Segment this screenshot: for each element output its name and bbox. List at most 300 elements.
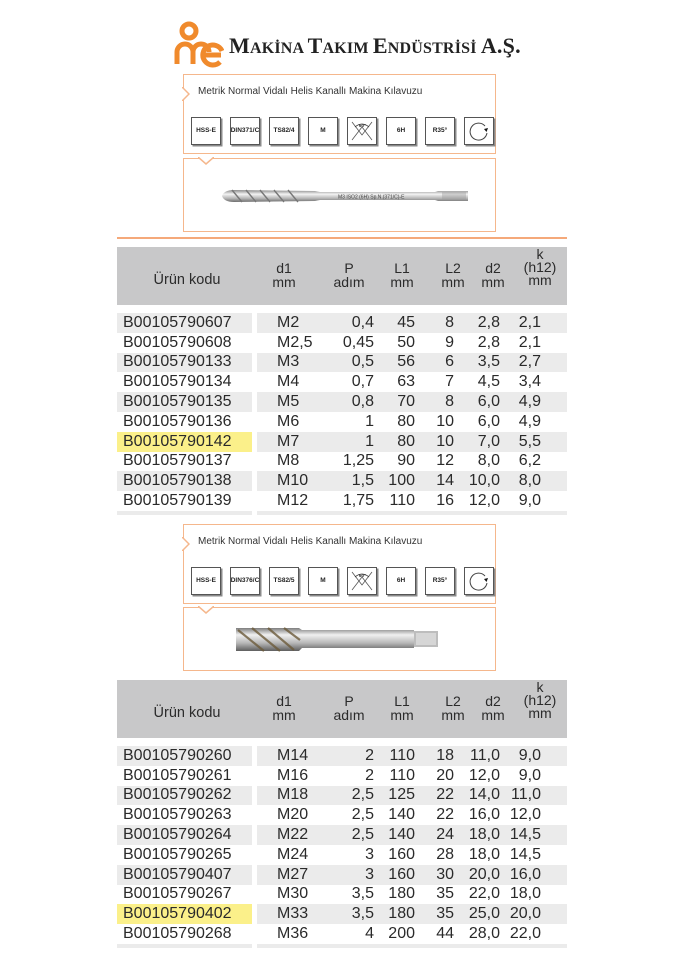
cell-p: 0,8 [351,393,374,411]
cell-l2: 8 [445,393,454,411]
column-header-line: k [536,246,544,262]
badge-label: R35° [432,577,448,585]
spec-cells [257,353,567,373]
cell-l2: 8 [445,313,454,331]
spec-cells [257,786,567,806]
product-code: B00105790139 [123,492,232,510]
product-info-box-2 [183,524,496,604]
right-hand-rotation-icon [464,117,494,145]
cell-l2: 12 [436,452,454,470]
cell-d2: 28,0 [468,925,500,943]
cell-p: 2,5 [351,826,374,844]
cell-k: 22,0 [509,925,541,943]
product-code-cell [117,313,252,333]
company-logo [172,20,224,68]
badge-label: R35° [432,127,448,135]
spec-badges [191,567,494,595]
product-code: B00105790260 [123,746,232,764]
cell-k: 18,0 [509,885,541,903]
spec-cells [257,333,567,353]
spec-cells [257,904,567,924]
cell-l1: 45 [397,313,415,331]
spec-badge-din-376c [230,567,260,595]
notch-icon [182,537,190,551]
column-header-line: adım [333,274,365,290]
column-header-line: mm [390,274,414,290]
table-footer-rule [117,511,567,515]
column-header-line: (h12) [523,692,557,708]
column-header-line: L1 [394,693,410,709]
column-header-p [325,261,373,289]
table-row [117,865,567,885]
cell-l2: 6 [445,353,454,371]
badge-label: HSS-E [196,127,216,135]
cell-d1: M36 [277,925,309,943]
cell-d2: 12,0 [468,766,500,784]
cell-d2: 2,8 [477,333,500,351]
badge-label: 82/5 [281,577,295,585]
cell-d1: M4 [277,373,300,391]
column-header-p [325,694,373,722]
cell-d2: 14,0 [468,786,500,804]
spec-badge-r35 [425,567,455,595]
table-row [117,924,567,944]
spec-badge-6h [386,567,416,595]
column-header-line: mm [272,274,296,290]
product-code: B00105790136 [123,412,232,430]
product-code-cell [117,412,252,432]
cell-d2: 6,0 [477,393,500,411]
cell-d1: M8 [277,452,300,470]
thread-angle-icon [347,117,377,145]
tap-tool-image [234,626,439,654]
badge-label: 6H [396,127,406,135]
cell-d1: M10 [277,472,309,490]
product-code-cell [117,805,252,825]
cell-l2: 22 [436,786,454,804]
column-header-line: k [536,679,544,695]
product-code-cell [117,372,252,392]
table-body [117,313,567,511]
logo-mark-icon [172,20,224,68]
table-row [117,392,567,412]
cell-d1: M6 [277,412,300,430]
product-code-cell [117,766,252,786]
cell-k: 2,7 [518,353,541,371]
cell-l2: 9 [445,333,454,351]
brand-text-part: AKIM [322,40,373,57]
cell-d1: M2,5 [277,333,313,351]
product-code-cell [117,471,252,491]
table-row [117,766,567,786]
column-header-l1 [378,694,426,722]
spec-table-1 [117,247,567,515]
product-code-cell [117,825,252,845]
notch-icon [182,87,190,101]
cell-k: 12,0 [509,806,541,824]
table-row [117,452,567,472]
cell-p: 4 [365,925,374,943]
product-code: B00105790137 [123,452,232,470]
badge-label: M [320,577,326,585]
column-header-line: mm [441,707,465,723]
product-code: B00105790264 [123,826,232,844]
cell-d1: M18 [277,786,309,804]
product-image-box-2 [183,607,496,671]
cell-l2: 22 [436,806,454,824]
company-name [229,33,521,59]
brand-text-part: M [229,33,250,58]
cell-l2: 7 [445,373,454,391]
column-header-d2 [469,261,517,289]
product-image-box-1 [183,158,496,232]
cell-p: 2,5 [351,806,374,824]
table-row [117,885,567,905]
cell-p: 3 [365,845,374,863]
cell-d1: M14 [277,746,309,764]
product-code-cell [117,865,252,885]
table-row [117,372,567,392]
cell-p: 1,75 [342,492,374,510]
cell-d1: M2 [277,313,300,331]
product-code: B00105790133 [123,353,232,371]
spec-cells [257,805,567,825]
column-header-line: L2 [445,693,461,709]
column-header-line: mm [390,707,414,723]
badge-label: 371/C [241,127,260,135]
table-row [117,353,567,373]
cell-p: 0,45 [342,333,374,351]
column-header-line: mm [441,274,465,290]
product-code: B00105790263 [123,806,232,824]
spec-cells [257,865,567,885]
cell-l1: 56 [397,353,415,371]
product-code-cell [117,904,252,924]
cell-p: 0,4 [351,313,374,331]
cell-p: 2 [365,766,374,784]
cell-l2: 30 [436,865,454,883]
column-header-line: d1 [276,260,292,276]
product-code: B00105790262 [123,786,232,804]
cell-k: 6,2 [518,452,541,470]
cell-l1: 80 [397,412,415,430]
product-code-cell [117,924,252,944]
cell-l2: 14 [436,472,454,490]
cell-p: 2 [365,746,374,764]
table-row [117,313,567,333]
spec-cells [257,924,567,944]
column-header-line: (h12) [523,259,557,275]
cell-d2: 6,0 [477,412,500,430]
product-code: B00105790135 [123,393,232,411]
product-code: B00105790265 [123,845,232,863]
cell-p: 1 [365,432,374,450]
cell-d2: 12,0 [468,492,500,510]
column-header-line: mm [528,705,552,721]
product-title: Metrik Normal Vidalı Helis Kanallı Makina Kılavuzu [198,86,423,97]
table-footer-rule [117,944,567,948]
svg-text:60°: 60° [359,123,366,128]
cell-d2: 18,0 [468,826,500,844]
cell-l1: 70 [397,393,415,411]
column-header-k [516,681,564,720]
cell-l1: 160 [388,865,415,883]
spec-cells [257,766,567,786]
product-code: B00105790142 [123,432,232,450]
notch-icon [198,606,214,614]
cell-l1: 110 [389,492,415,510]
table-header [117,247,567,305]
product-code: B00105790268 [123,925,232,943]
column-header-line: d2 [485,260,501,276]
product-code-cell [117,432,252,452]
brand-text-part: AKİNA [249,40,308,57]
product-code-cell [117,452,252,472]
cell-p: 1,5 [351,472,374,490]
cell-k: 2,1 [518,313,541,331]
product-code-cell [117,845,252,865]
spec-cells [257,845,567,865]
cell-l2: 10 [436,432,454,450]
column-header-line: mm [481,274,505,290]
column-header-line: adım [333,707,365,723]
cell-k: 9,0 [518,492,541,510]
cell-l1: 140 [388,806,415,824]
cell-d2: 2,8 [477,313,500,331]
cell-d2: 18,0 [468,845,500,863]
cell-p: 3,5 [351,905,374,923]
spec-cells [257,313,567,333]
spec-badge-m [308,117,338,145]
cell-p: 0,7 [351,373,374,391]
brand-text-part: NDÜSTRİSİ [387,40,481,57]
column-header-product-code: Ürün kodu [153,272,221,288]
spec-cells [257,432,567,452]
table-row [117,786,567,806]
badge-label: TS [273,127,282,135]
product-code: B00105790134 [123,373,232,391]
column-header-line: mm [481,707,505,723]
column-header-line: mm [272,707,296,723]
cell-d1: M27 [277,865,309,883]
spec-cells [257,491,567,511]
column-header-line: d1 [276,693,292,709]
badge-label: HSS-E [196,577,216,585]
product-code-cell [117,333,252,353]
table-row [117,746,567,766]
cell-d1: M5 [277,393,300,411]
column-header-k [516,248,564,287]
cell-d1: M20 [277,806,309,824]
product-code: B00105790261 [123,766,232,784]
cell-p: 0,5 [351,353,374,371]
spec-badge-hss-e [191,567,221,595]
column-header-d1 [260,694,308,722]
cell-l1: 63 [397,373,415,391]
cell-k: 8,0 [518,472,541,490]
cell-l2: 28 [436,845,454,863]
cell-l1: 80 [397,432,415,450]
section-divider [117,237,567,239]
cell-k: 4,9 [518,393,541,411]
badge-label: 6H [396,577,406,585]
brand-text-part: A.Ş. [480,33,521,58]
product-code: B00105790407 [123,865,232,883]
cell-p: 1 [365,412,374,430]
spec-table-2 [117,680,567,948]
notch-icon [198,157,214,165]
cell-d2: 25,0 [468,905,500,923]
table-row [117,825,567,845]
cell-k: 5,5 [518,432,541,450]
thread-angle-icon [347,567,377,595]
product-code: B00105790402 [123,905,232,923]
product-code-cell [117,353,252,373]
column-header-d2 [469,694,517,722]
cell-p: 3 [365,865,374,883]
product-code: B00105790607 [123,313,232,331]
product-code-cell [117,491,252,511]
cell-l1: 125 [388,786,415,804]
badge-label: DIN [230,577,242,585]
tool-engraving: M3 ISO2 (6H) Sp.N.(371/C)-E [338,194,405,201]
cell-k: 3,4 [518,373,541,391]
spec-cells [257,372,567,392]
cell-d1: M30 [277,885,309,903]
cell-l1: 180 [388,885,415,903]
spec-cells [257,885,567,905]
column-header-line: L1 [394,260,410,276]
column-header-line: d2 [485,693,501,709]
table-row [117,333,567,353]
tap-tool-image [220,187,470,205]
spec-badge-ts-825 [269,567,299,595]
spec-cells [257,392,567,412]
cell-d1: M16 [277,766,309,784]
cell-k: 14,5 [509,826,541,844]
table-row [117,805,567,825]
table-row [117,904,567,924]
cell-d2: 10,0 [468,472,500,490]
spec-cells [257,412,567,432]
product-code-cell [117,885,252,905]
brand-text-part: E [372,33,388,58]
product-info-box-1 [183,74,496,154]
cell-l2: 10 [436,412,454,430]
cell-k: 16,0 [509,865,541,883]
cell-l1: 90 [397,452,415,470]
brand-text-part: T [307,33,323,58]
cell-k: 11,0 [511,786,541,804]
column-header-line: P [344,693,354,709]
cell-l1: 180 [388,905,415,923]
cell-l2: 20 [436,766,454,784]
cell-k: 2,1 [518,333,541,351]
table-row [117,491,567,511]
spec-cells [257,471,567,491]
spec-cells [257,746,567,766]
cell-d1: M22 [277,826,309,844]
product-code: B00105790267 [123,885,232,903]
cell-d2: 4,5 [477,373,500,391]
badge-label: 376/C [241,577,260,585]
cell-d2: 22,0 [468,885,500,903]
cell-l1: 200 [388,925,415,943]
table-row [117,432,567,452]
cell-d2: 3,5 [477,353,500,371]
badge-label: M [320,127,326,135]
cell-l1: 50 [397,333,415,351]
cell-d2: 11,0 [470,746,500,764]
product-code-cell [117,746,252,766]
column-header-l1 [378,261,426,289]
table-body [117,746,567,944]
column-header-line: P [344,260,354,276]
cell-k: 4,9 [518,412,541,430]
cell-k: 9,0 [518,746,541,764]
cell-l2: 16 [436,492,454,510]
badge-label: TS [273,577,282,585]
cell-l1: 110 [389,766,415,784]
cell-p: 1,25 [342,452,374,470]
cell-l2: 35 [436,885,454,903]
column-header-product-code: Ürün kodu [153,705,221,721]
cell-d1: M33 [277,905,309,923]
cell-d1: M12 [277,492,309,510]
column-header-line: L2 [445,260,461,276]
cell-l1: 160 [388,845,415,863]
cell-d1: M3 [277,353,300,371]
table-row [117,845,567,865]
badge-label: 82/4 [281,127,295,135]
spec-badge-r35 [425,117,455,145]
cell-p: 3,5 [351,885,374,903]
spec-badge-ts-824 [269,117,299,145]
cell-d1: M7 [277,432,300,450]
column-header-line: mm [528,272,552,288]
cell-l1: 100 [388,472,415,490]
product-title: Metrik Normal Vidalı Helis Kanallı Makina Kılavuzu [198,536,423,547]
column-header-d1 [260,261,308,289]
right-hand-rotation-icon [464,567,494,595]
cell-l1: 110 [389,746,415,764]
product-code-cell [117,786,252,806]
cell-d2: 8,0 [477,452,500,470]
cell-d2: 7,0 [477,432,500,450]
spec-cells [257,825,567,845]
cell-k: 9,0 [518,766,541,784]
product-code: B00105790608 [123,333,232,351]
cell-k: 14,5 [509,845,541,863]
table-header [117,680,567,738]
spec-badges [191,117,494,145]
product-code: B00105790138 [123,472,232,490]
product-code-cell [117,392,252,412]
cell-l1: 140 [388,826,415,844]
spec-badge-din-371c [230,117,260,145]
cell-k: 20,0 [509,905,541,923]
cell-d2: 20,0 [468,865,500,883]
cell-l2: 35 [436,905,454,923]
svg-text:60°: 60° [359,573,366,578]
table-row [117,471,567,491]
cell-l2: 24 [436,826,454,844]
spec-badge-hss-e [191,117,221,145]
cell-p: 2,5 [351,786,374,804]
cell-l2: 44 [436,925,454,943]
cell-d1: M24 [277,845,309,863]
spec-badge-m [308,567,338,595]
